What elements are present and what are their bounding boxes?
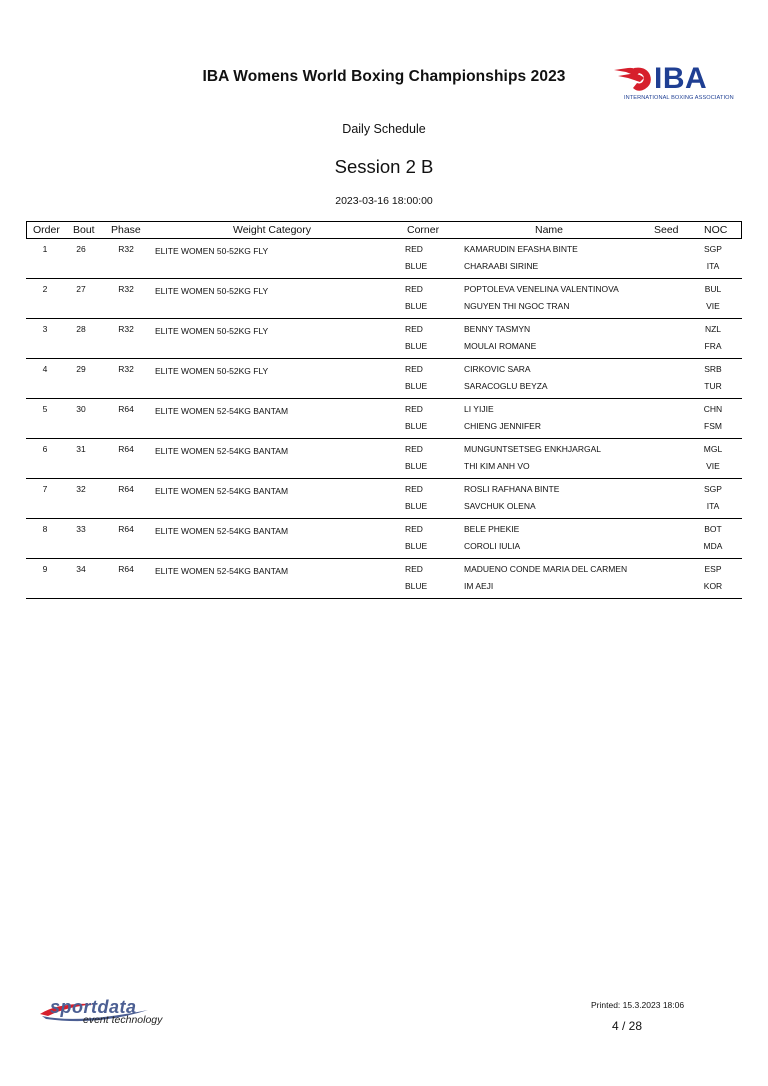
blue-name-cell: NGUYEN THI NGOC TRAN [464,301,570,311]
blue-noc-cell: KOR [703,581,723,591]
blue-name-cell: IM AEJI [464,581,494,591]
table-row [26,399,742,439]
weight-category-cell: ELITE WOMEN 52-54KG BANTAM [155,526,289,536]
order-cell: 3 [42,324,48,334]
printed-date: Printed: 15.3.2023 18:06 [591,1000,685,1010]
logo-wordmark: IBA [654,62,708,95]
red-name-cell: BENNY TASMYN [464,324,531,334]
order-cell: 6 [42,444,48,454]
table-row [26,559,742,599]
phase-cell: R32 [118,244,134,254]
blue-noc-cell: MDA [703,541,723,551]
col-order: Order [33,224,60,236]
red-corner-cell: RED [405,404,423,414]
bout-cell: 30 [76,404,86,414]
red-corner-cell: RED [405,324,423,334]
col-bout: Bout [73,224,95,236]
order-cell: 7 [42,484,48,494]
blue-name-cell: SAVCHUK OLENA [464,501,536,511]
red-noc-cell: BUL [704,284,722,294]
col-noc: NOC [704,224,728,236]
blue-corner-cell: BLUE [405,341,428,351]
phase-cell: R64 [118,564,134,574]
schedule-table [26,221,742,599]
weight-category-cell: ELITE WOMEN 52-54KG BANTAM [155,446,289,456]
order-cell: 9 [42,564,48,574]
order-cell: 8 [42,524,48,534]
table-row [26,359,742,399]
bout-cell: 32 [76,484,86,494]
red-noc-cell: ESP [704,564,722,574]
red-name-cell: MUNGUNTSETSEG ENKHJARGAL [464,444,601,454]
red-name-cell: POPTOLEVA VENELINA VALENTINOVA [464,284,619,294]
bout-cell: 26 [76,244,86,254]
table-body [26,239,742,599]
weight-category-cell: ELITE WOMEN 52-54KG BANTAM [155,406,289,416]
table-row [26,439,742,479]
phase-cell: R32 [118,324,134,334]
col-weight: Weight Category [233,224,312,236]
bout-cell: 33 [76,524,86,534]
blue-noc-cell: ITA [706,261,720,271]
blue-name-cell: SARACOGLU BEYZA [464,381,548,391]
sportdata-tagline: event technology [83,1014,163,1026]
red-corner-cell: RED [405,364,423,374]
blue-corner-cell: BLUE [405,541,428,551]
blue-corner-cell: BLUE [405,261,428,271]
blue-noc-cell: VIE [706,461,720,471]
red-corner-cell: RED [405,244,423,254]
weight-category-cell: ELITE WOMEN 52-54KG BANTAM [155,486,289,496]
table-row [26,319,742,359]
sportdata-logo [38,997,188,1030]
bout-cell: 27 [76,284,86,294]
blue-corner-cell: BLUE [405,581,428,591]
schedule-subtitle: Daily Schedule [342,122,426,136]
col-name: Name [535,224,564,236]
red-corner-cell: RED [405,444,423,454]
bout-cell: 29 [76,364,86,374]
blue-noc-cell: VIE [706,301,720,311]
blue-name-cell: CHARAABI SIRINE [464,261,539,271]
page-number: 4 / 28 [612,1019,643,1033]
logo-subtitle: INTERNATIONAL BOXING ASSOCIATION [624,95,734,101]
red-name-cell: ROSLI RAFHANA BINTE [464,484,560,494]
red-name-cell: BELE PHEKIE [464,524,520,534]
weight-category-cell: ELITE WOMEN 50-52KG FLY [155,326,269,336]
order-cell: 4 [42,364,48,374]
table-row [26,479,742,519]
weight-category-cell: ELITE WOMEN 50-52KG FLY [155,366,269,376]
blue-name-cell: CHIENG JENNIFER [464,421,541,431]
order-cell: 2 [42,284,48,294]
red-corner-cell: RED [405,284,423,294]
iba-logo [612,64,742,104]
red-corner-cell: RED [405,524,423,534]
bout-cell: 34 [76,564,86,574]
red-name-cell: CIRKOVIC SARA [464,364,531,374]
red-name-cell: MADUENO CONDE MARIA DEL CARMEN [464,564,628,574]
order-cell: 5 [42,404,48,414]
blue-name-cell: MOULAI ROMANE [464,341,537,351]
blue-corner-cell: BLUE [405,501,428,511]
table-header [26,221,742,239]
col-phase: Phase [111,224,141,236]
blue-corner-cell: BLUE [405,381,428,391]
phase-cell: R32 [118,284,134,294]
red-noc-cell: SRB [704,364,722,374]
red-noc-cell: CHN [703,404,723,414]
weight-category-cell: ELITE WOMEN 50-52KG FLY [155,286,269,296]
blue-corner-cell: BLUE [405,301,428,311]
blue-corner-cell: BLUE [405,461,428,471]
sportdata-wordmark: sportdata [50,997,137,1017]
phase-cell: R64 [118,484,134,494]
red-noc-cell: MGL [703,444,723,454]
red-corner-cell: RED [405,564,423,574]
document-title: IBA Womens World Boxing Championships 2023 [202,68,566,85]
red-noc-cell: SGP [704,484,722,494]
table-row [26,239,742,279]
col-corner: Corner [407,224,440,236]
red-noc-cell: BOT [704,524,722,534]
blue-name-cell: COROLI IULIA [464,541,521,551]
phase-cell: R32 [118,364,134,374]
weight-category-cell: ELITE WOMEN 52-54KG BANTAM [155,566,289,576]
blue-noc-cell: FRA [704,341,722,351]
red-noc-cell: SGP [704,244,722,254]
blue-name-cell: THI KIM ANH VO [464,461,530,471]
weight-category-cell: ELITE WOMEN 50-52KG FLY [155,246,269,256]
session-datetime: 2023-03-16 18:00:00 [335,195,433,207]
phase-cell: R64 [118,444,134,454]
col-seed: Seed [654,224,679,236]
red-name-cell: KAMARUDIN EFASHA BINTE [464,244,578,254]
blue-noc-cell: FSM [704,421,722,431]
phase-cell: R64 [118,524,134,534]
order-cell: 1 [42,244,48,254]
boxing-glove-icon [612,64,656,94]
red-name-cell: LI YIJIE [464,404,494,414]
blue-corner-cell: BLUE [405,421,428,431]
red-corner-cell: RED [405,484,423,494]
blue-noc-cell: ITA [706,501,720,511]
red-noc-cell: NZL [704,324,722,334]
table-row [26,519,742,559]
bout-cell: 28 [76,324,86,334]
table-row [26,279,742,319]
phase-cell: R64 [118,404,134,414]
session-title: Session 2 B [334,156,434,177]
bout-cell: 31 [76,444,86,454]
blue-noc-cell: TUR [704,381,722,391]
